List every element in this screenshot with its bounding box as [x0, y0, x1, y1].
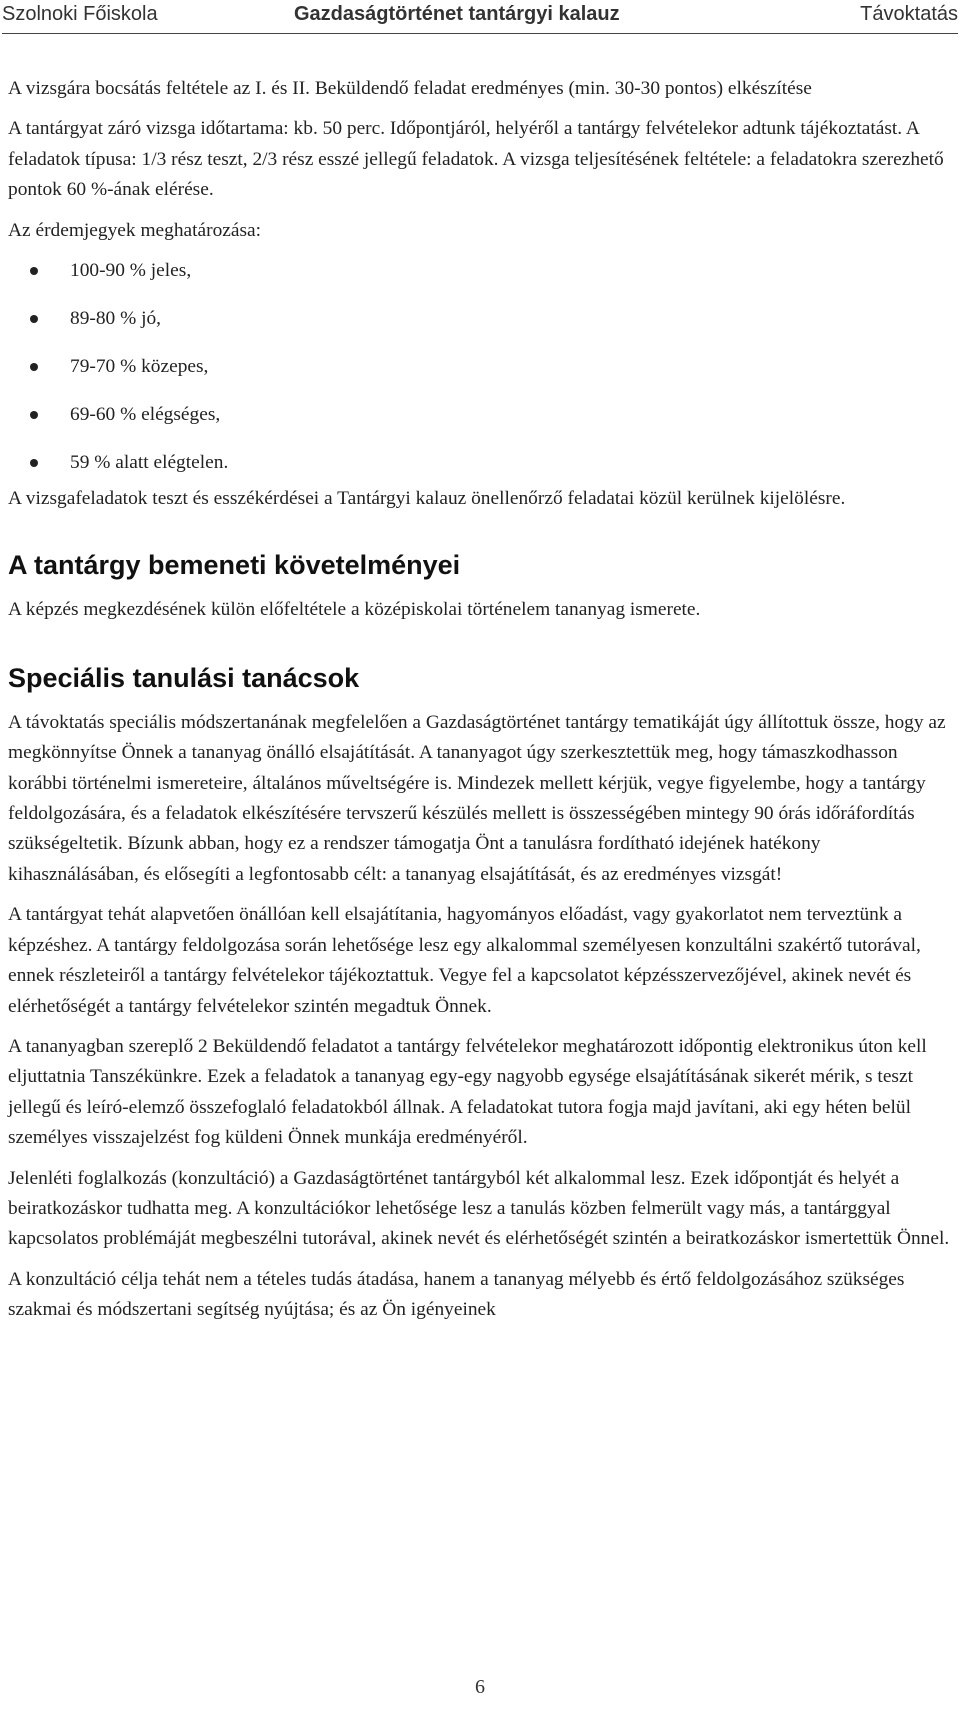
bullet-icon [30, 267, 38, 275]
study-tips-paragraph: A tantárgyat tehát alapvetően önállóan kell elsajátítania, hagyományos előadást, vagy gyakorlatot nem terveztünk a képzéshez. A tantárgy feldolgozása során lehetősége lesz egy alkalommal személyesen konzultálni szakértő tutorával, ennek részleteiről a tantárgy felvételekor tájékoztattuk. Vegye fel a kapcsolatot képzésszervezőjével, akinek nevét és elérhetőségét a tantárgy felvételekor szintén megadtuk Önnek. [8, 904, 921, 1017]
grade-item [8, 256, 954, 286]
study-tips-paragraph: A távoktatás speciális módszertanának megfelelően a Gazdaságtörténet tantárgy tematikáját úgy állítottuk össze, hogy az megkönnyítse Önnek a tananyag önálló elsajátítását. A tananyagot úgy szerkesztettük meg, hogy támaszkodhasson korábbi történelmi ismereteire, általános műveltségére is. Mindezek mellett kérjük, vegye figyelembe, hogy a tantárgy feldolgozására, és a feladatok elkészítésére tervszerű készülés mellett is összességében mintegy 90 órás időráfordítás szükségeltetik. Bízunk abban, hogy ez a rendszer támogatja Önt a tanulásra fordítható idejének hatékony kihasználásában, és elősegíti a legfontosabb célt: a tananyag elsajátítását, és az eredményes vizsgát! [8, 711, 946, 885]
header-institution: Szolnoki Főiskola [2, 3, 158, 25]
exam-tasks-paragraph: A vizsgafeladatok teszt és esszékérdései a Tantárgyi kalauz önellenőrző feladatai közül kerülnek kijelölésre. [8, 488, 846, 510]
grades-lead: Az érdemjegyek meghatározása: [8, 219, 262, 241]
header-document-title: Gazdaságtörténet tantárgyi kalauz [294, 3, 620, 25]
study-tips-paragraph: Jelenléti foglalkozás (konzultáció) a Gazdaságtörténet tantárgyból két alkalommal lesz. Ezek időpontját és helyét a beiratkozáskor tudhatta meg. A konzultációkor lehetősége lesz a tanulás közben felmerült vagy más, a tantárggyal kapcsolatos problémáját megbeszélni tutorával, akinek nevét és elérhetőségét szintén a beiratkozáskor ismertettük Önnel. [8, 1167, 950, 1250]
page-number: 6 [475, 1676, 485, 1698]
bullet-icon [30, 363, 38, 371]
bullet-icon [30, 411, 38, 419]
page-content [8, 74, 954, 1336]
study-tips-paragraph: A tananyagban szereplő 2 Beküldendő feladatot a tantárgy felvételekor meghatározott időpontig elektronikus úton kell eljuttatnia Tanszékünkre. Ezek a feladatok a tananyag egy-egy nagyobb egysége elsajátításának sikerét mérik, s teszt jellegű és leíró-elemző összefoglaló feladatokból állnak. A feladatokat tutora fogja majd javítani, aki egy héten belül személyes visszajelzést fog küldeni Önnek munkája eredményéről. [8, 1035, 927, 1149]
study-tips-paragraph: A konzultáció célja tehát nem a tételes tudás átadása, hanem a tananyag mélyebb és értő feldolgozásához szükséges szakmai és módszertani segítség nyújtása; és az Ön igényeinek [8, 1268, 905, 1321]
grade-item [8, 400, 954, 430]
grade-item [8, 448, 954, 478]
grade-item-text: 100-90 % jeles, [70, 260, 192, 282]
grade-item-text: 69-60 % elégséges, [70, 404, 221, 426]
entry-requirements-paragraph: A képzés megkezdésének külön előfeltétele a középiskolai történelem tananyag ismerete. [8, 599, 701, 621]
page-header [0, 0, 960, 34]
section-heading-entry-requirements: A tantárgy bemeneti követelményei [8, 550, 461, 581]
header-divider [2, 33, 958, 34]
header-program: Távoktatás [860, 3, 958, 25]
grades-list [8, 256, 954, 478]
section-heading-study-tips: Speciális tanulási tanácsok [8, 662, 360, 693]
bullet-icon [30, 315, 38, 323]
exam-admission-paragraph: A vizsgára bocsátás feltétele az I. és II. Beküldendő feladat eredményes (min. 30-30 pontos) elkészítése [8, 78, 812, 99]
grade-item-text: 79-70 % közepes, [70, 356, 209, 378]
grade-item-text: 89-80 % jó, [70, 308, 162, 330]
grade-item [8, 304, 954, 334]
bullet-icon [30, 459, 38, 467]
grade-item-text: 59 % alatt elégtelen. [70, 452, 229, 474]
grade-item [8, 352, 954, 382]
exam-details-paragraph: A tantárgyat záró vizsga időtartama: kb. 50 perc. Időpontjáról, helyéről a tantárgy felvételekor adtunk tájékoztatást. A feladatok típusa: 1/3 rész teszt, 2/3 rész esszé jellegű feladatok. A vizsga teljesítésének feltétele: a feladatokra szerezhető pontok 60 %-ának elérése. [8, 118, 944, 201]
